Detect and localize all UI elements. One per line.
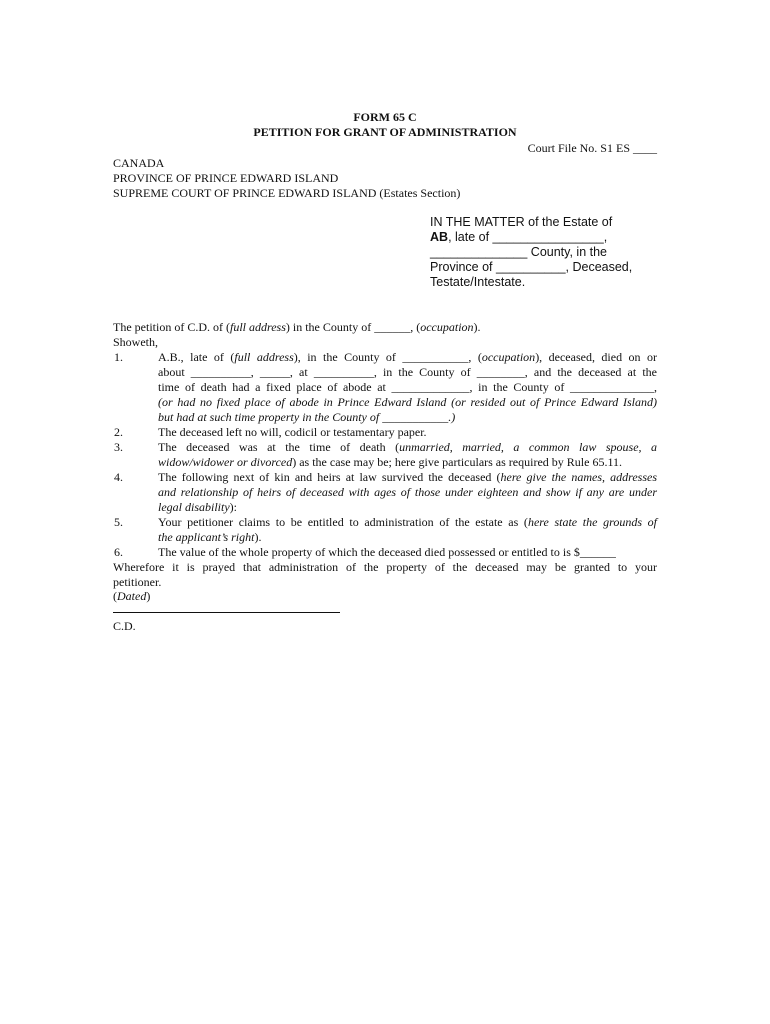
form-title: PETITION FOR GRANT OF ADMINISTRATION [253, 125, 517, 139]
matter-line-4: Province of __________, Deceased, [430, 260, 633, 274]
court-file-number: Court File No. S1 ES ____ [527, 141, 657, 155]
petition-intro: The petition of C.D. of (full address) in the County of ______, (occupation). [113, 320, 481, 334]
item-5-number: 5. [114, 515, 123, 529]
dated-line: (Dated) [113, 589, 151, 603]
item-2-number: 2. [114, 425, 123, 439]
country-line: CANADA [113, 156, 165, 170]
item-6-text: The value of the whole property of which the deceased died possessed or entitled to is $______ [158, 545, 616, 559]
item-1-number: 1. [114, 350, 123, 364]
item-3-text: The deceased was at the time of death (unmarried, married, a common law spouse, a widow/widower or divorced) as the case may be; here give particulars as required by Rule 65.11. [158, 440, 657, 469]
matter-line-1: IN THE MATTER of the Estate of [430, 215, 613, 229]
signatory-name: C.D. [113, 619, 136, 633]
showeth-label: Showeth, [113, 335, 158, 349]
item-4-text: The following next of kin and heirs at law survived the deceased (here give the names, addresses and relationship of heirs of deceased with ages of those under eighteen and show if any are under legal disability): [158, 470, 657, 514]
item-6-number: 6. [114, 545, 123, 559]
matter-line-2: AB, late of ________________, [430, 230, 608, 244]
province-line: PROVINCE OF PRINCE EDWARD ISLAND [113, 171, 339, 185]
signature-line [113, 612, 340, 613]
wherefore-paragraph: Wherefore it is prayed that administration of the property of the deceased may be granted to your petitioner. [113, 560, 657, 589]
form-number: FORM 65 C [353, 110, 417, 124]
matter-line-5: Testate/Intestate. [430, 275, 526, 289]
item-3-number: 3. [114, 440, 123, 454]
court-line: SUPREME COURT OF PRINCE EDWARD ISLAND (Estates Section) [113, 186, 461, 200]
matter-line-3: ______________ County, in the [430, 245, 608, 259]
item-4-number: 4. [114, 470, 123, 484]
estate-name: AB [430, 230, 449, 244]
item-5-text: Your petitioner claims to be entitled to administration of the estate as (here state the grounds of the applicant’s right). [158, 515, 657, 544]
item-1-text: A.B., late of (full address), in the County of ___________, (occupation), deceased, died on or about __________, _____, at __________, in the County of ________, and the deceased at the time of death had a fixed place of abode at _____________, in the County of ______________, (or had no fixed place of abode in Prince Edward Island (or resided out of Prince Edward Island) but had at such time property in the County of ___________.) [158, 350, 657, 424]
item-2-text: The deceased left no will, codicil or testamentary paper. [158, 425, 427, 439]
